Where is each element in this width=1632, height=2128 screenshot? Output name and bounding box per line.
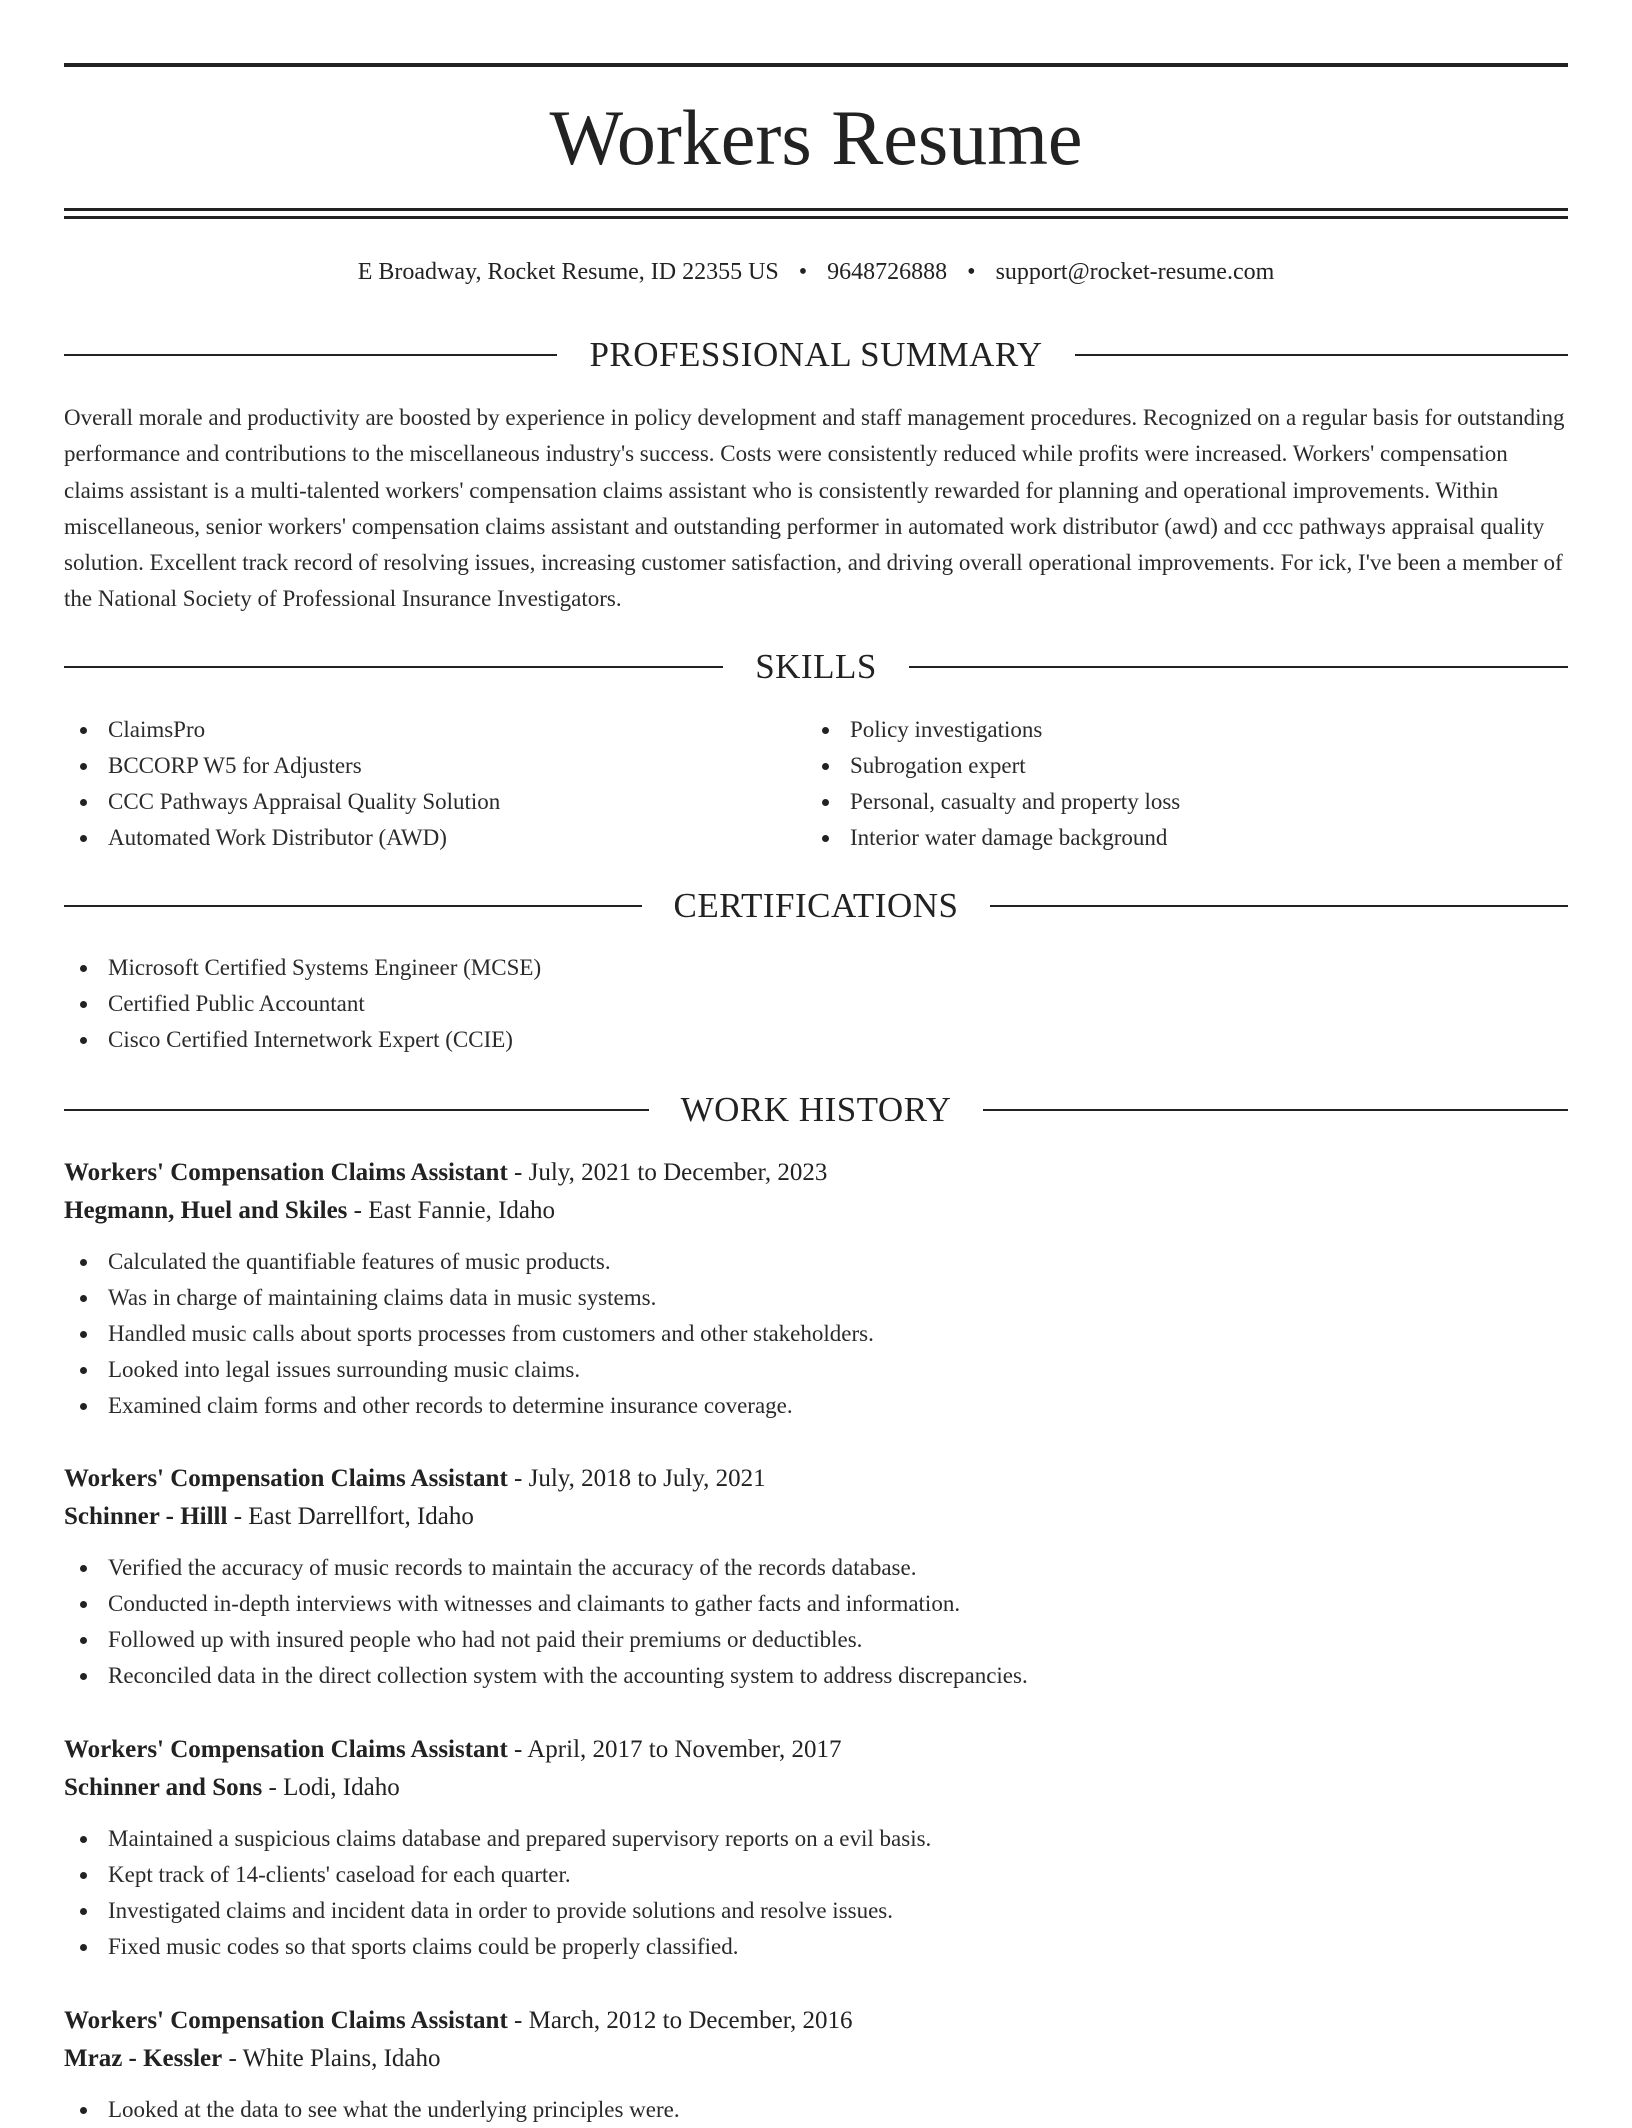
list-item: Policy investigations [806, 712, 1180, 748]
double-rule-upper [64, 208, 1568, 211]
job-dates: - April, 2017 to November, 2017 [507, 1736, 842, 1763]
job-company-line [64, 2040, 1568, 2078]
certifications-title: CERTIFICATIONS [673, 886, 959, 925]
job-entry [64, 1731, 1568, 1965]
skills-section-header [64, 645, 1568, 689]
list-item: BCCORP W5 for Adjusters [64, 748, 500, 784]
work-history-title: WORK HISTORY [680, 1090, 952, 1129]
list-item: Subrogation expert [806, 748, 1180, 784]
list-item: Interior water damage background [806, 820, 1180, 856]
job-dates: - March, 2012 to December, 2016 [507, 2007, 853, 2034]
list-item: Microsoft Certified Systems Engineer (MCSE) [64, 950, 541, 986]
divider [64, 905, 642, 907]
list-item: Conducted in-depth interviews with witnesses and claimants to gather facts and information. [64, 1586, 1568, 1622]
job-company-line [64, 1192, 1568, 1230]
job-entry [64, 2002, 1568, 2128]
contact-separator: • [798, 259, 808, 285]
list-item: Maintained a suspicious claims database and prepared supervisory reports on a evil basis. [64, 1821, 1568, 1857]
list-item: Personal, casualty and property loss [806, 784, 1180, 820]
summary-section-header [64, 333, 1568, 377]
job-title-line [64, 1731, 1568, 1769]
job-title-line [64, 2002, 1568, 2040]
job-company: Schinner - Hilll [64, 1503, 228, 1530]
list-item: Kept track of 14-clients' caseload for each quarter. [64, 1857, 1568, 1893]
list-item: Investigated claims and incident data in order to provide solutions and resolve issues. [64, 1893, 1568, 1929]
divider [64, 1109, 649, 1111]
job-location: - White Plains, Idaho [222, 2045, 441, 2072]
job-location: - East Darrellfort, Idaho [227, 1503, 474, 1530]
double-rule-lower [64, 216, 1568, 219]
job-dates: - July, 2021 to December, 2023 [507, 1159, 828, 1186]
job-title: Workers' Compensation Claims Assistant [64, 1159, 508, 1186]
divider [983, 1109, 1568, 1111]
list-item: Looked into legal issues surrounding music claims. [64, 1352, 1568, 1388]
contact-email: support@rocket-resume.com [995, 259, 1275, 285]
certifications-list [64, 950, 541, 1058]
divider [64, 354, 557, 356]
skills-title: SKILLS [755, 647, 877, 686]
contact-address: E Broadway, Rocket Resume, ID 22355 US [357, 259, 779, 285]
job-bullets [64, 1550, 1568, 1694]
list-item: Verified the accuracy of music records to maintain the accuracy of the records database. [64, 1550, 1568, 1586]
summary-text: Overall morale and productivity are boosted by experience in policy development and staff management procedures. Recognized on a regular basis for outstanding performance and contributions to the miscellaneous industry's success. Costs were consistently reduced while profits were increased. Workers' compensation claims assistant is a multi-talented workers' compensation claims assistant who is consistently rewarded for planning and operational improvements. Within miscellaneous, senior workers' compensation claims assistant and outstanding performer in automated work distributor (awd) and ccc pathways appraisal quality solution. Excellent track record of resolving issues, increasing customer satisfaction, and driving overall operational improvements. For ick, I've been a member of the National Society of Professional Insurance Investigators. [64, 405, 1565, 612]
job-title: Workers' Compensation Claims Assistant [64, 1465, 508, 1492]
divider [1075, 354, 1568, 356]
list-item: Reconciled data in the direct collection system with the accounting system to address discrepancies. [64, 1658, 1568, 1694]
list-item: ClaimsPro [64, 712, 500, 748]
list-item: Handled music calls about sports processes from customers and other stakeholders. [64, 1316, 1568, 1352]
top-rule [64, 63, 1568, 67]
list-item: Certified Public Accountant [64, 986, 541, 1022]
job-title: Workers' Compensation Claims Assistant [64, 1736, 508, 1763]
skills-list-left [64, 712, 500, 856]
resume-name: Workers Resume [549, 94, 1083, 181]
job-company: Mraz - Kessler [64, 2045, 223, 2072]
summary-title: PROFESSIONAL SUMMARY [589, 335, 1043, 374]
job-title-line [64, 1460, 1568, 1498]
job-location: - East Fannie, Idaho [347, 1197, 555, 1224]
skills-list-right [806, 712, 1180, 856]
contact-phone: 9648726888 [827, 259, 948, 285]
job-entry [64, 1460, 1568, 1694]
job-location: - Lodi, Idaho [262, 1774, 400, 1801]
job-entry [64, 1154, 1568, 1424]
job-company-line [64, 1498, 1568, 1536]
divider [909, 666, 1568, 668]
job-company: Hegmann, Huel and Skiles [64, 1197, 348, 1224]
list-item: Followed up with insured people who had not paid their premiums or deductibles. [64, 1622, 1568, 1658]
job-title-line [64, 1154, 1568, 1192]
work-history-section-header [64, 1088, 1568, 1132]
list-item: Fixed music codes so that sports claims could be properly classified. [64, 1929, 1568, 1965]
list-item: Looked at the data to see what the underlying principles were. [64, 2092, 1568, 2128]
contact-line [64, 254, 1568, 290]
job-bullets [64, 1821, 1568, 1965]
list-item: Calculated the quantifiable features of music products. [64, 1244, 1568, 1280]
list-item: Examined claim forms and other records to determine insurance coverage. [64, 1388, 1568, 1424]
divider [990, 905, 1568, 907]
list-item: Automated Work Distributor (AWD) [64, 820, 500, 856]
job-bullets [64, 1244, 1568, 1424]
divider [64, 666, 723, 668]
list-item: Cisco Certified Internetwork Expert (CCIE) [64, 1022, 541, 1058]
job-title: Workers' Compensation Claims Assistant [64, 2007, 508, 2034]
job-bullets [64, 2092, 1568, 2128]
job-company-line [64, 1769, 1568, 1807]
list-item: CCC Pathways Appraisal Quality Solution [64, 784, 500, 820]
list-item: Was in charge of maintaining claims data in music systems. [64, 1280, 1568, 1316]
contact-separator: • [967, 259, 976, 285]
certifications-section-header [64, 884, 1568, 928]
job-company: Schinner and Sons [64, 1774, 263, 1801]
job-dates: - July, 2018 to July, 2021 [507, 1465, 766, 1492]
